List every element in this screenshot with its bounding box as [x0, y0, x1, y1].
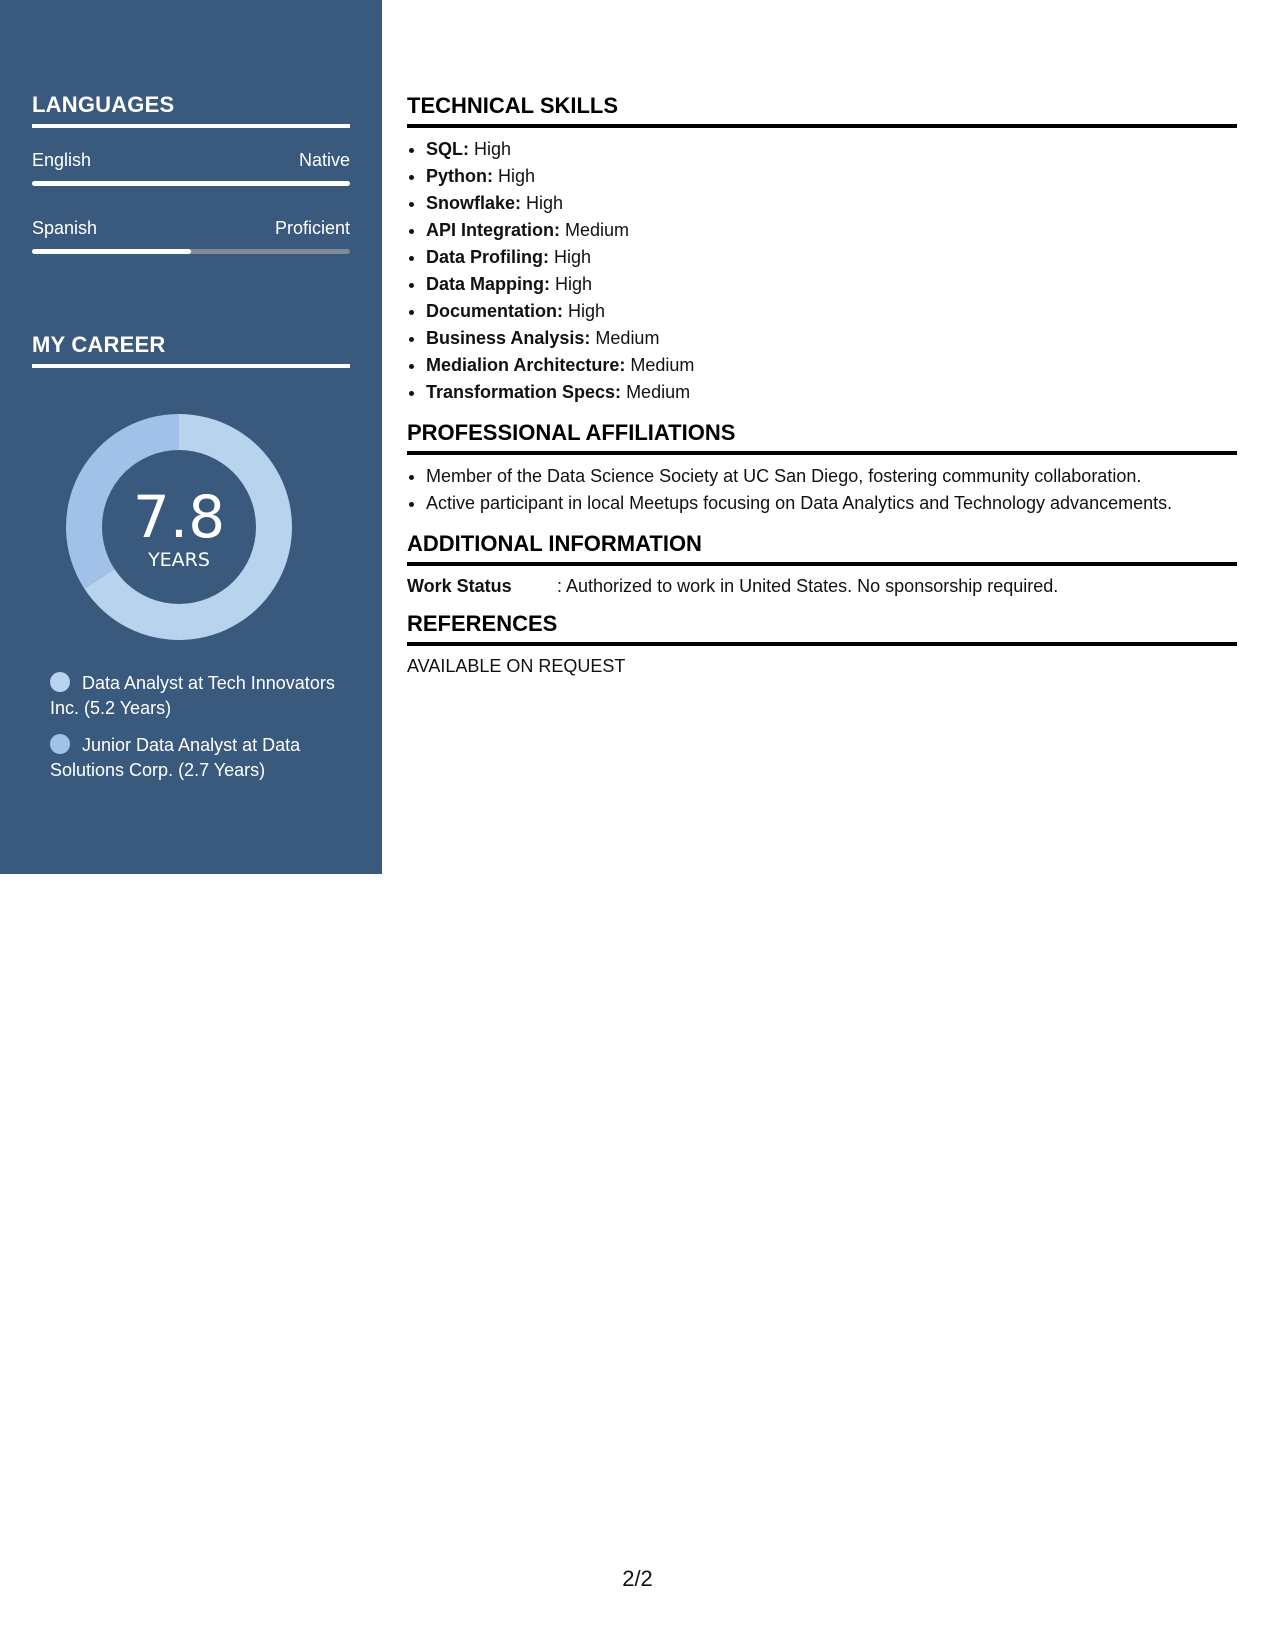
language-level: Native [298, 150, 350, 170]
affiliations-list [407, 463, 1237, 517]
language-name: Spanish [32, 218, 98, 238]
technical-skills-list [407, 136, 1237, 406]
skill-name: Snowflake: [426, 193, 522, 213]
skill-item [426, 352, 1237, 379]
affiliations-title: PROFESSIONAL AFFILIATIONS [407, 420, 1237, 455]
skill-level: Medium [626, 382, 691, 402]
references-title: REFERENCES [407, 611, 1237, 646]
references-text: AVAILABLE ON REQUEST [407, 656, 626, 676]
career-legend-text: Data Analyst at Tech Innovators Inc. (5.2 Years) [50, 673, 335, 718]
skill-level: High [568, 301, 606, 321]
career-total-years: 7.8 [132, 483, 226, 551]
skill-level: Medium [630, 355, 695, 375]
skill-name: SQL: [426, 139, 469, 159]
work-status-value: : Authorized to work in United States. No sponsorship required. [557, 576, 1059, 596]
skill-item [426, 325, 1237, 352]
skill-name: Data Profiling: [426, 247, 550, 267]
languages-heading: LANGUAGES [32, 92, 350, 128]
career-legend-text: Junior Data Analyst at Data Solutions Corp. (2.7 Years) [50, 735, 301, 780]
skill-item [426, 136, 1237, 163]
skill-level: High [526, 193, 564, 213]
languages-section [32, 92, 350, 254]
career-total-unit: YEARS [148, 549, 210, 571]
skill-name: Medialion Architecture: [426, 355, 626, 375]
sidebar [0, 0, 382, 874]
skill-level: High [474, 139, 512, 159]
language-proficiency-bar [32, 181, 350, 186]
skill-name: Python: [426, 166, 493, 186]
language-proficiency-fill [32, 249, 191, 254]
career-legend-item [50, 671, 350, 721]
language-item-spanish [32, 218, 350, 254]
language-name: English [32, 150, 92, 170]
skill-name: Documentation: [426, 301, 563, 321]
language-proficiency-bar [32, 249, 350, 254]
skill-name: Business Analysis: [426, 328, 591, 348]
skill-level: High [498, 166, 536, 186]
additional-info-title: ADDITIONAL INFORMATION [407, 531, 1237, 566]
skill-level: High [554, 247, 592, 267]
technical-skills-section [407, 93, 1237, 406]
additional-info-section [407, 531, 1237, 597]
list-item: • Active participant in local Meetups focusing on Data Analytics and Technology advancements. [426, 490, 1237, 517]
skill-item [426, 379, 1237, 406]
page-number: 2/2 [622, 1566, 653, 1591]
legend-dot-icon [50, 734, 70, 754]
career-legend [50, 671, 350, 795]
career-donut-chart [66, 414, 292, 640]
language-level: Proficient [274, 218, 350, 238]
skill-name: Data Mapping: [426, 274, 550, 294]
career-section [32, 332, 350, 368]
skill-item [426, 190, 1237, 217]
skill-name: Transformation Specs: [426, 382, 622, 402]
main-content [407, 0, 1237, 677]
work-status-label: Work Status [407, 576, 512, 596]
legend-dot-icon [50, 672, 70, 692]
skill-name: API Integration: [426, 220, 560, 240]
skill-level: Medium [565, 220, 630, 240]
work-status-row [407, 576, 1237, 597]
career-legend-item [50, 733, 350, 783]
affiliations-section [407, 420, 1237, 517]
skill-item [426, 217, 1237, 244]
skill-level: Medium [595, 328, 660, 348]
skill-level: High [555, 274, 593, 294]
technical-skills-title: TECHNICAL SKILLS [407, 93, 1237, 128]
skill-item [426, 244, 1237, 271]
language-item-english [32, 150, 350, 186]
references-section [407, 611, 1237, 677]
skill-item [426, 298, 1237, 325]
skill-item [426, 271, 1237, 298]
career-heading: MY CAREER [32, 332, 350, 368]
language-proficiency-fill [32, 181, 350, 186]
list-item: • Member of the Data Science Society at UC San Diego, fostering community collaboration. [426, 463, 1237, 490]
skill-item [426, 163, 1237, 190]
